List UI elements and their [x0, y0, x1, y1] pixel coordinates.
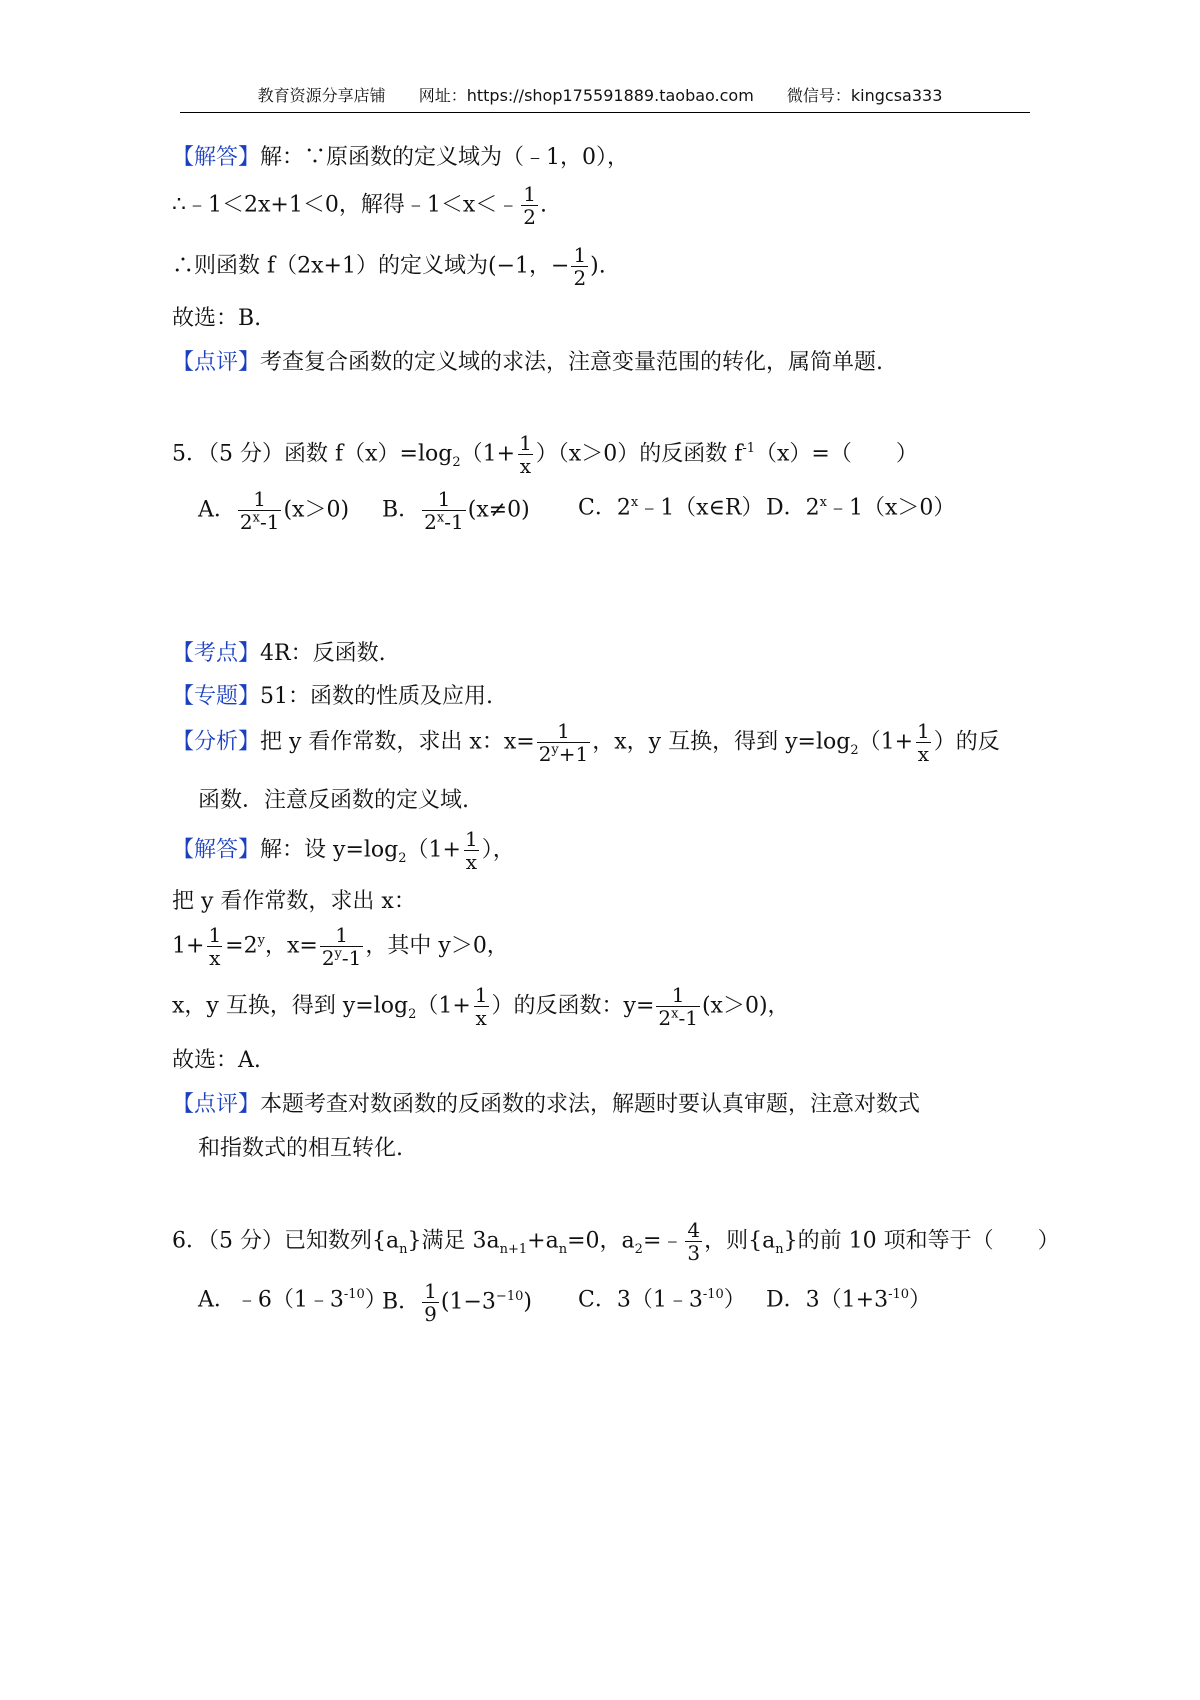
q4-line2: ∴﹣1＜2x+1＜0，解得﹣1＜x＜﹣ $\frac{1}{2}$ .: [172, 182, 547, 229]
tag-zhuanti: 【专题】: [172, 684, 261, 709]
q5-line2: 把 y 看作常数，求出 x：: [172, 889, 416, 914]
q5-line4: x，y 互换，得到 $y=\log_2(1+$ $\frac{1}{x}$ ）的反函数：y= $\frac{1}{2^x-1}$ (x＞0)，: [172, 983, 790, 1030]
tag-fenxi: 【分析】: [172, 729, 261, 755]
q5-dianping-line: 【点评】本题考查对数函数的反函数的求法，解题时要认真审题，注意对数式: [172, 1092, 921, 1117]
page-header: [0, 88, 1200, 104]
q5-kaodian-line: 【考点】4R：反函数.: [172, 641, 386, 666]
q4-dianping-line: 【点评】考查复合函数的定义域的求法，注意变量范围的转化，属简单题.: [172, 350, 884, 375]
q5-answer: 故选：A.: [172, 1048, 261, 1073]
q5-line3: 1+ $\frac{1}{x}$ $=2^y$，x= $\frac{1}{2^y-1}$ ，其中 y＞0，: [172, 923, 509, 970]
fraction-1-over-x: $\frac{1}{x}$: [519, 431, 532, 478]
q5-option-b[interactable]: B． $\frac{1}{2^x-1}$ (x≠0): [382, 487, 530, 534]
q5-option-c[interactable]: C．2$^x$﹣1（x∈R）: [578, 495, 764, 521]
tag-jieda: 【解答】: [172, 837, 261, 863]
fraction-half: $\frac{1}{2}$: [573, 243, 587, 290]
header-divider: [180, 112, 1030, 113]
q5-fenxi-line2: 函数．注意反函数的定义域.: [198, 788, 469, 813]
q5-stem: 5．（5 分）函数 $f(x)=\log_2(1+$ $\frac{1}{x}$ ）（x＞0）的反函数 $f^{-1}(x)=$（ ）: [172, 431, 918, 478]
q5-option-d[interactable]: D．$2^x﹣1(x>0)$: [766, 495, 956, 521]
q5-jieda-line: 【解答】解：设 $y=\log_2(1+$ $\frac{1}{x}$ ），: [172, 827, 515, 874]
q6-option-b[interactable]: B． $\frac{1}{9}$ $(1-3^{-10})$: [382, 1279, 532, 1326]
tag-dianping: 【点评】: [172, 1092, 261, 1117]
q6-option-c[interactable]: C．$3(1﹣3^{-10})$: [578, 1287, 746, 1313]
q6-stem: 6．（5 分）已知数列$\{a_n\}$满足 $3a_{n+1}+a_n=0$，$a_2=﹣$ $\frac{4}{3}$ ，则$\{a_n\}$的前 10 项和等于（ ）: [172, 1218, 1060, 1265]
tag-kaodian: 【考点】: [172, 641, 261, 666]
q4-jieda-line: 【解答】解：∵原函数的定义域为（﹣1，0），: [172, 145, 630, 170]
header-wechat: 微信号：kingcsa333: [786, 86, 943, 105]
q4-answer: 故选：B.: [172, 306, 262, 331]
q6-option-d[interactable]: D．$3(1+3^{-10})$: [766, 1287, 932, 1313]
q5-dianping-line2: 和指数式的相互转化.: [198, 1136, 403, 1161]
q4-line3: ∴则函数 f（2x+1）的定义域为(−1，− $\frac{1}{2}$ ).: [172, 243, 606, 290]
header-site: 网址：https://shop175591889.taobao.com: [418, 86, 754, 105]
q5-fenxi-line: 【分析】把 y 看作常数，求出 x：x= $\frac{1}{2^y+1}$ ，x，y 互换，得到 $y=\log_2(1+$ $\frac{1}{x}$ ）的反: [172, 719, 1000, 766]
q5-zhuanti-line: 【专题】51：函数的性质及应用.: [172, 684, 494, 709]
header-store: 教育资源分享店铺: [257, 86, 386, 105]
fraction-half: $\frac{1}{2}$: [523, 182, 536, 229]
q6-option-a[interactable]: A．$﹣6(1﹣3^{-10})$: [198, 1287, 387, 1313]
tag-dianping: 【点评】: [172, 350, 261, 375]
tag-jieda: 【解答】: [172, 145, 261, 170]
q5-option-a[interactable]: A． $\frac{1}{2^x-1}$ (x＞0): [198, 487, 350, 534]
